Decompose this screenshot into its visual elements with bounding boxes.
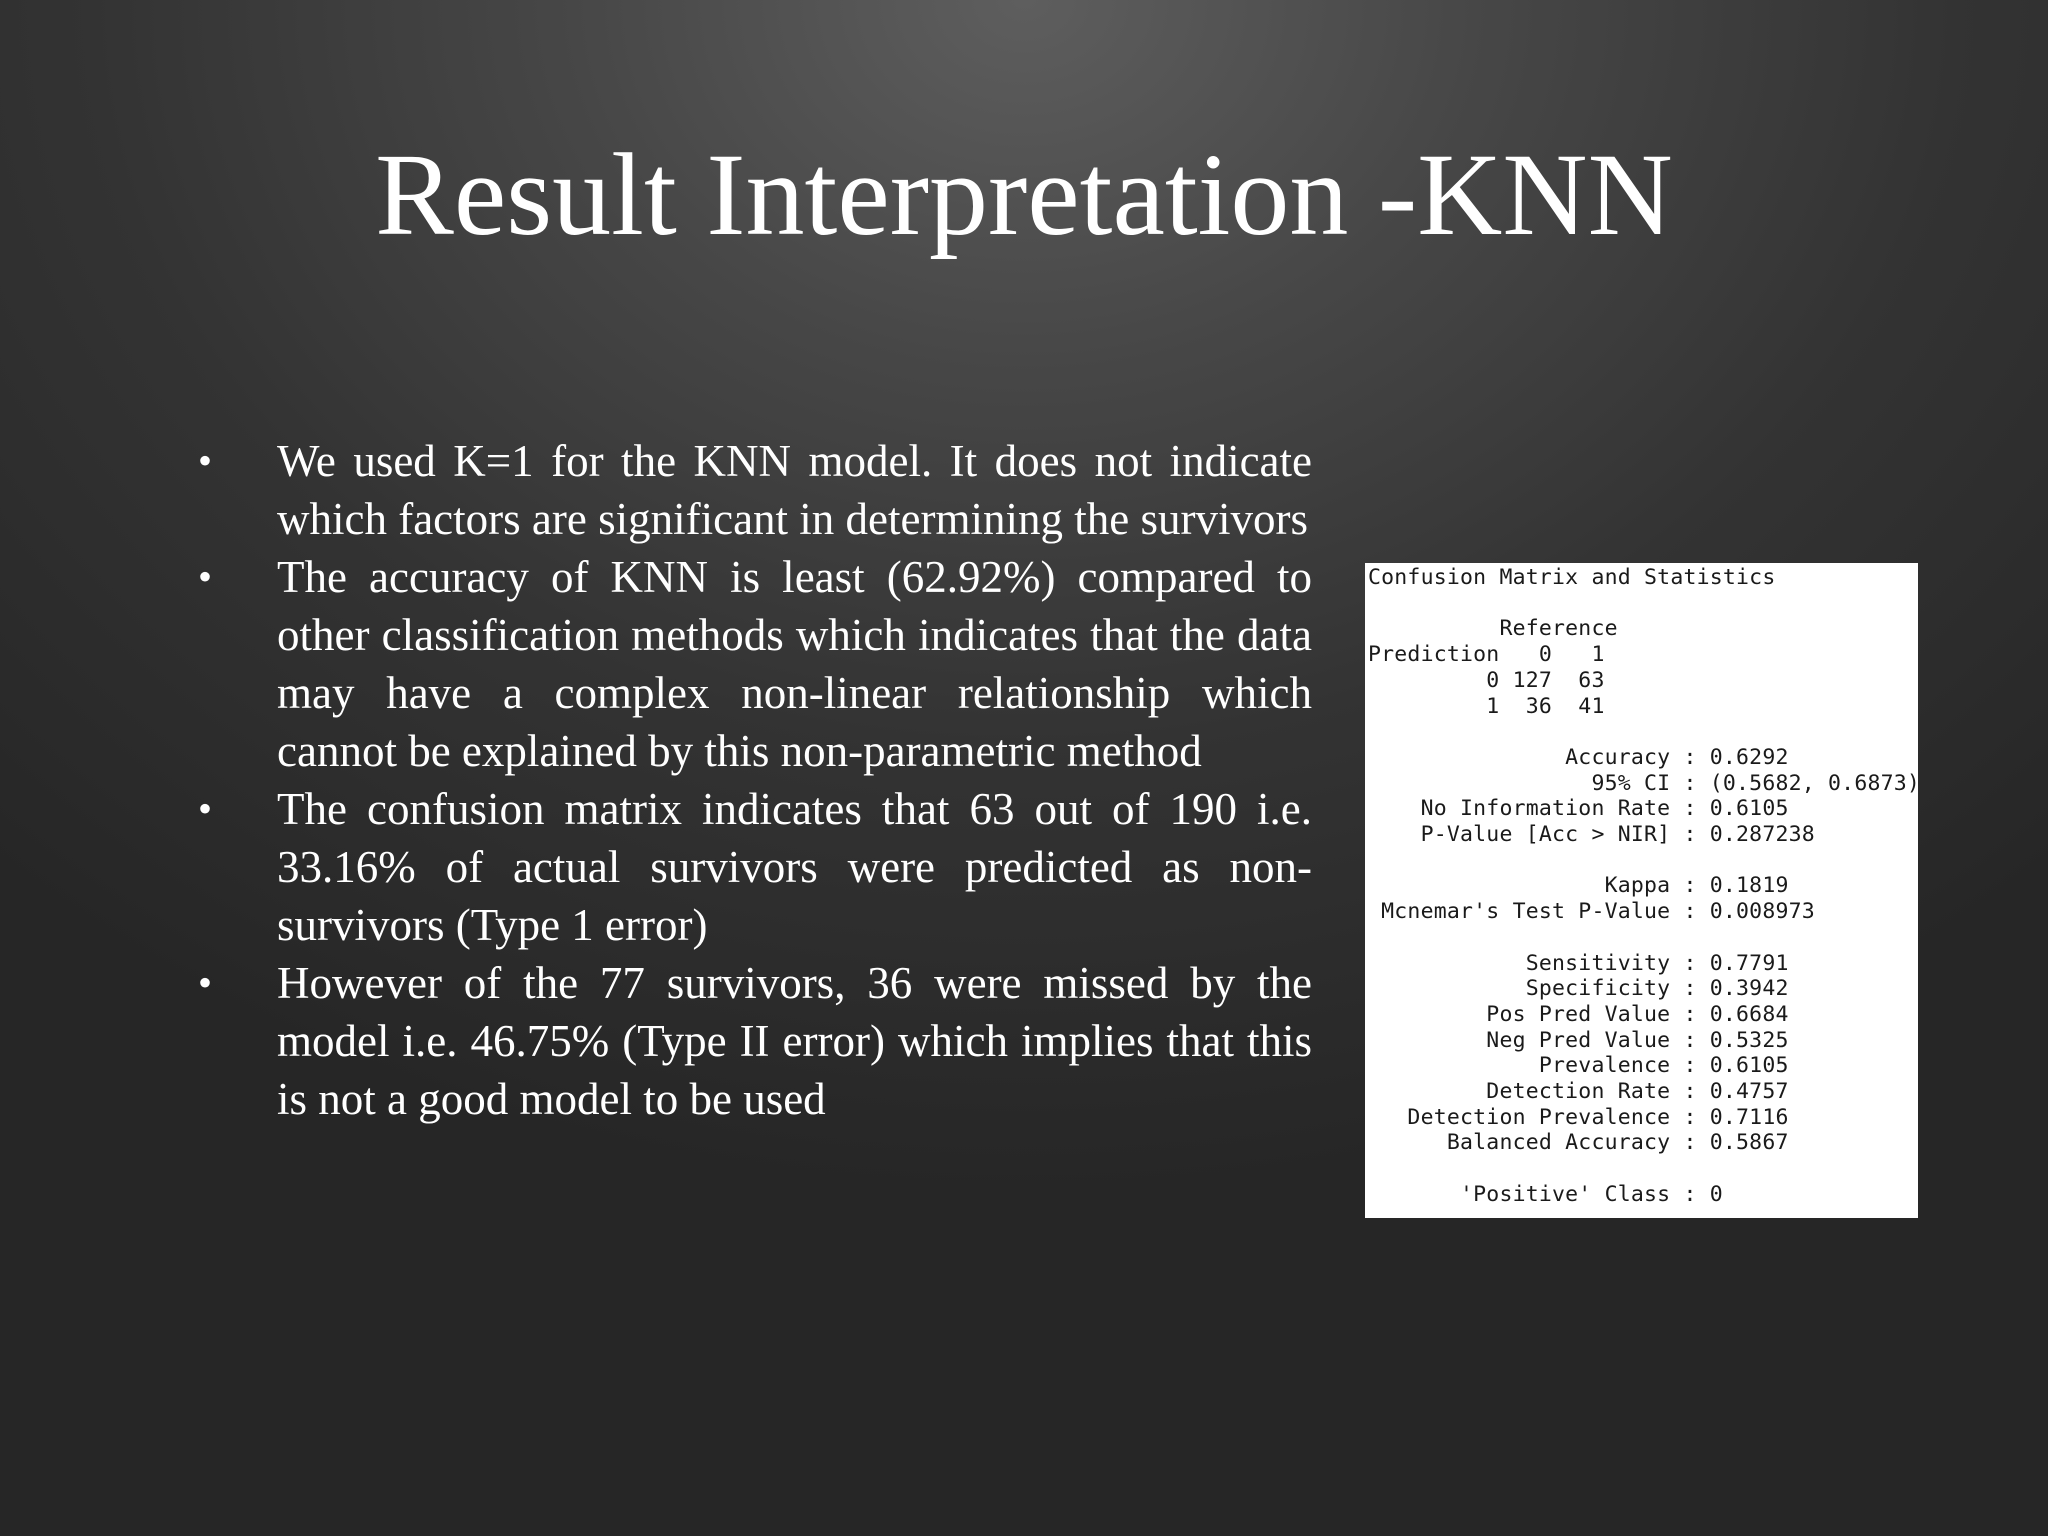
bullet-dot-icon: • <box>197 554 212 599</box>
bullet-dot-icon: • <box>197 786 212 831</box>
bullet-text: We used K=1 for the KNN model. It does not indicate which factors are significant in determining the survivors <box>277 436 1312 544</box>
bullet-text: The confusion matrix indicates that 63 out of 190 i.e. 33.16% of actual survivors were predicted as non-survivors (Type 1 error) <box>277 784 1312 950</box>
bullet-dot-icon: • <box>197 438 212 483</box>
bullet-list <box>190 432 1312 1128</box>
bullet-text: The accuracy of KNN is least (62.92%) compared to other classification methods which indicates that the data may have a complex non-linear relationship which cannot be explained by this non-parametric method <box>277 552 1312 776</box>
bullet-text: However of the 77 survivors, 36 were missed by the model i.e. 46.75% (Type II error) which implies that this is not a good model to be used <box>277 958 1312 1124</box>
slide-title: Result Interpretation -KNN <box>375 129 1673 260</box>
bullet-dot-icon: • <box>197 960 212 1005</box>
r-output-text: Confusion Matrix and Statistics Reference Prediction 0 1 0 127 63 1 36 41 Accuracy : 0.6292 95% CI : (0.5682, 0.6873) No Information Rate : 0.6105 P-Value [Acc > NIR] : 0.287238 Kappa : 0.1819 Mcnemar's Test P-Value : 0.008973 Sensitivity : 0.7791 Specificity : 0.3942 Pos Pred Value : 0.6684 Neg Pred Value : 0.5325 Prevalence : 0.6105 Detection Rate : 0.4757 Detection Prevalence : 0.7116 Balanced Accuracy : 0.5867 'Positive' Class : 0 <box>1368 565 1921 1207</box>
bullet-item <box>190 954 1312 1128</box>
confusion-matrix-screenshot <box>1365 563 1921 1218</box>
bullet-item <box>190 780 1312 954</box>
bullet-item <box>190 432 1312 548</box>
bullet-item <box>190 548 1312 780</box>
